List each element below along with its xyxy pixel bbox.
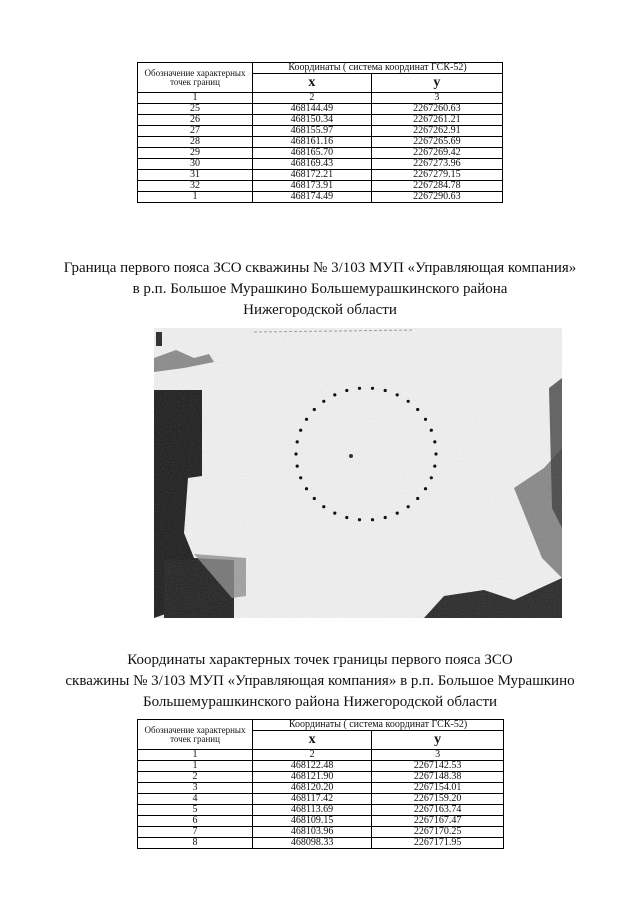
boundary-point bbox=[313, 497, 316, 500]
heading-line: Координаты характерных точек границы первого пояса ЗСО bbox=[127, 652, 513, 668]
column-number: 2 bbox=[253, 750, 372, 761]
boundary-point bbox=[407, 400, 410, 403]
heading-line: в р.п. Большое Мурашкино Большемурашкинского района bbox=[132, 281, 508, 297]
boundary-point bbox=[322, 505, 325, 508]
boundary-point bbox=[313, 408, 316, 411]
boundary-point bbox=[416, 497, 419, 500]
table-row bbox=[138, 783, 504, 794]
well-marker-icon bbox=[349, 454, 353, 458]
cell-y: 2267163.74 bbox=[372, 805, 504, 816]
cell-y: 2267167.47 bbox=[372, 816, 504, 827]
cell-x: 468121.90 bbox=[253, 772, 372, 783]
boundary-point bbox=[299, 476, 302, 479]
boundary-point bbox=[433, 440, 436, 443]
table-row bbox=[138, 170, 503, 181]
y-column-header: y bbox=[372, 731, 504, 750]
cell-point: 27 bbox=[138, 126, 253, 137]
boundary-point bbox=[430, 429, 433, 432]
cell-point: 5 bbox=[138, 805, 253, 816]
cell-x: 468122.48 bbox=[253, 761, 372, 772]
table-row bbox=[138, 192, 503, 203]
point-label-header: Обозначение характерных точек границ bbox=[138, 63, 253, 93]
cell-x: 468103.96 bbox=[253, 827, 372, 838]
boundary-point bbox=[430, 476, 433, 479]
boundary-point bbox=[345, 389, 348, 392]
column-number: 3 bbox=[372, 750, 504, 761]
cell-x: 468098.33 bbox=[253, 838, 372, 849]
cell-y: 2267284.78 bbox=[371, 181, 502, 192]
boundary-point bbox=[371, 518, 374, 521]
boundary-point bbox=[299, 429, 302, 432]
cell-y: 2267265.69 bbox=[371, 137, 502, 148]
table-row bbox=[138, 838, 504, 849]
cell-x: 468169.43 bbox=[253, 159, 372, 170]
heading-line: Большемурашкинского района Нижегородской области bbox=[142, 694, 498, 710]
heading-line: Граница первого пояса ЗСО скважины № 3/103 МУП «Управляющая компания» bbox=[63, 260, 577, 276]
cell-x: 468155.97 bbox=[253, 126, 372, 137]
cell-point: 7 bbox=[138, 827, 253, 838]
cell-x: 468174.49 bbox=[253, 192, 372, 203]
cell-point: 1 bbox=[138, 192, 253, 203]
boundary-point bbox=[416, 408, 419, 411]
cell-point: 8 bbox=[138, 838, 253, 849]
boundary-point bbox=[396, 393, 399, 396]
cell-x: 468161.16 bbox=[253, 137, 372, 148]
x-column-header: x bbox=[253, 74, 372, 93]
cell-y: 2267269.42 bbox=[371, 148, 502, 159]
boundary-point bbox=[305, 487, 308, 490]
map-image bbox=[154, 328, 562, 618]
cell-y: 2267170.25 bbox=[372, 827, 504, 838]
column-number: 3 bbox=[371, 93, 502, 104]
boundary-point bbox=[296, 465, 299, 468]
column-number: 1 bbox=[138, 93, 253, 104]
cell-y: 2267279.15 bbox=[371, 170, 502, 181]
cell-y: 2267148.38 bbox=[372, 772, 504, 783]
boundary-point bbox=[345, 516, 348, 519]
table-row bbox=[138, 115, 503, 126]
cell-x: 468144.49 bbox=[253, 104, 372, 115]
coords-system-header: Координаты ( система координат ГСК-52) bbox=[253, 63, 503, 74]
cell-point: 26 bbox=[138, 115, 253, 126]
table-row bbox=[138, 772, 504, 783]
cell-point: 1 bbox=[138, 761, 253, 772]
point-label-header: Обозначение характерных точек границ bbox=[138, 720, 253, 750]
boundary-map-heading bbox=[40, 258, 600, 321]
table-row bbox=[138, 816, 504, 827]
cell-x: 468172.21 bbox=[253, 170, 372, 181]
table-row bbox=[138, 126, 503, 137]
table-row bbox=[138, 159, 503, 170]
cell-point: 29 bbox=[138, 148, 253, 159]
cell-x: 468113.69 bbox=[253, 805, 372, 816]
cell-x: 468117.42 bbox=[253, 794, 372, 805]
boundary-point bbox=[358, 387, 361, 390]
coords-system-header: Координаты ( система координат ГСК-52) bbox=[253, 720, 504, 731]
table-row bbox=[138, 148, 503, 159]
boundary-point bbox=[384, 516, 387, 519]
boundary-point bbox=[322, 400, 325, 403]
x-column-header: x bbox=[253, 731, 372, 750]
boundary-point bbox=[371, 387, 374, 390]
cell-x: 468173.91 bbox=[253, 181, 372, 192]
cell-y: 2267262.91 bbox=[371, 126, 502, 137]
boundary-point bbox=[396, 512, 399, 515]
cell-y: 2267154.01 bbox=[372, 783, 504, 794]
boundary-point bbox=[384, 389, 387, 392]
y-column-header: y bbox=[371, 74, 502, 93]
table-row bbox=[138, 761, 504, 772]
zso-boundary-map bbox=[154, 328, 562, 618]
cell-x: 468120.20 bbox=[253, 783, 372, 794]
table-row bbox=[138, 805, 504, 816]
cell-y: 2267260.63 bbox=[371, 104, 502, 115]
boundary-point bbox=[407, 505, 410, 508]
cell-point: 32 bbox=[138, 181, 253, 192]
cell-point: 31 bbox=[138, 170, 253, 181]
cell-x: 468109.15 bbox=[253, 816, 372, 827]
cell-x: 468165.70 bbox=[253, 148, 372, 159]
boundary-point bbox=[305, 418, 308, 421]
table-row bbox=[138, 181, 503, 192]
cell-y: 2267142.53 bbox=[372, 761, 504, 772]
coordinates-table-top bbox=[137, 62, 503, 203]
heading-line: Нижегородской области bbox=[243, 302, 397, 318]
table-row bbox=[138, 104, 503, 115]
cell-point: 25 bbox=[138, 104, 253, 115]
cell-point: 4 bbox=[138, 794, 253, 805]
coordinates-heading bbox=[40, 650, 600, 713]
table-row bbox=[138, 137, 503, 148]
cell-point: 6 bbox=[138, 816, 253, 827]
boundary-point bbox=[333, 393, 336, 396]
cell-y: 2267273.96 bbox=[371, 159, 502, 170]
boundary-point bbox=[296, 440, 299, 443]
boundary-point bbox=[424, 487, 427, 490]
cell-y: 2267261.21 bbox=[371, 115, 502, 126]
heading-line: скважины № 3/103 МУП «Управляющая компания» в р.п. Большое Мурашкино bbox=[65, 673, 575, 689]
boundary-point bbox=[424, 418, 427, 421]
table-row bbox=[138, 827, 504, 838]
table-row bbox=[138, 794, 504, 805]
boundary-point bbox=[434, 452, 437, 455]
cell-y: 2267159.20 bbox=[372, 794, 504, 805]
boundary-point bbox=[294, 452, 297, 455]
boundary-point bbox=[333, 512, 336, 515]
boundary-point bbox=[433, 465, 436, 468]
cell-y: 2267171.95 bbox=[372, 838, 504, 849]
column-number: 1 bbox=[138, 750, 253, 761]
column-number: 2 bbox=[253, 93, 372, 104]
coordinates-table-bottom bbox=[137, 719, 504, 849]
cell-y: 2267290.63 bbox=[371, 192, 502, 203]
cell-point: 2 bbox=[138, 772, 253, 783]
cell-x: 468150.34 bbox=[253, 115, 372, 126]
boundary-point bbox=[358, 518, 361, 521]
cell-point: 28 bbox=[138, 137, 253, 148]
cell-point: 30 bbox=[138, 159, 253, 170]
cell-point: 3 bbox=[138, 783, 253, 794]
